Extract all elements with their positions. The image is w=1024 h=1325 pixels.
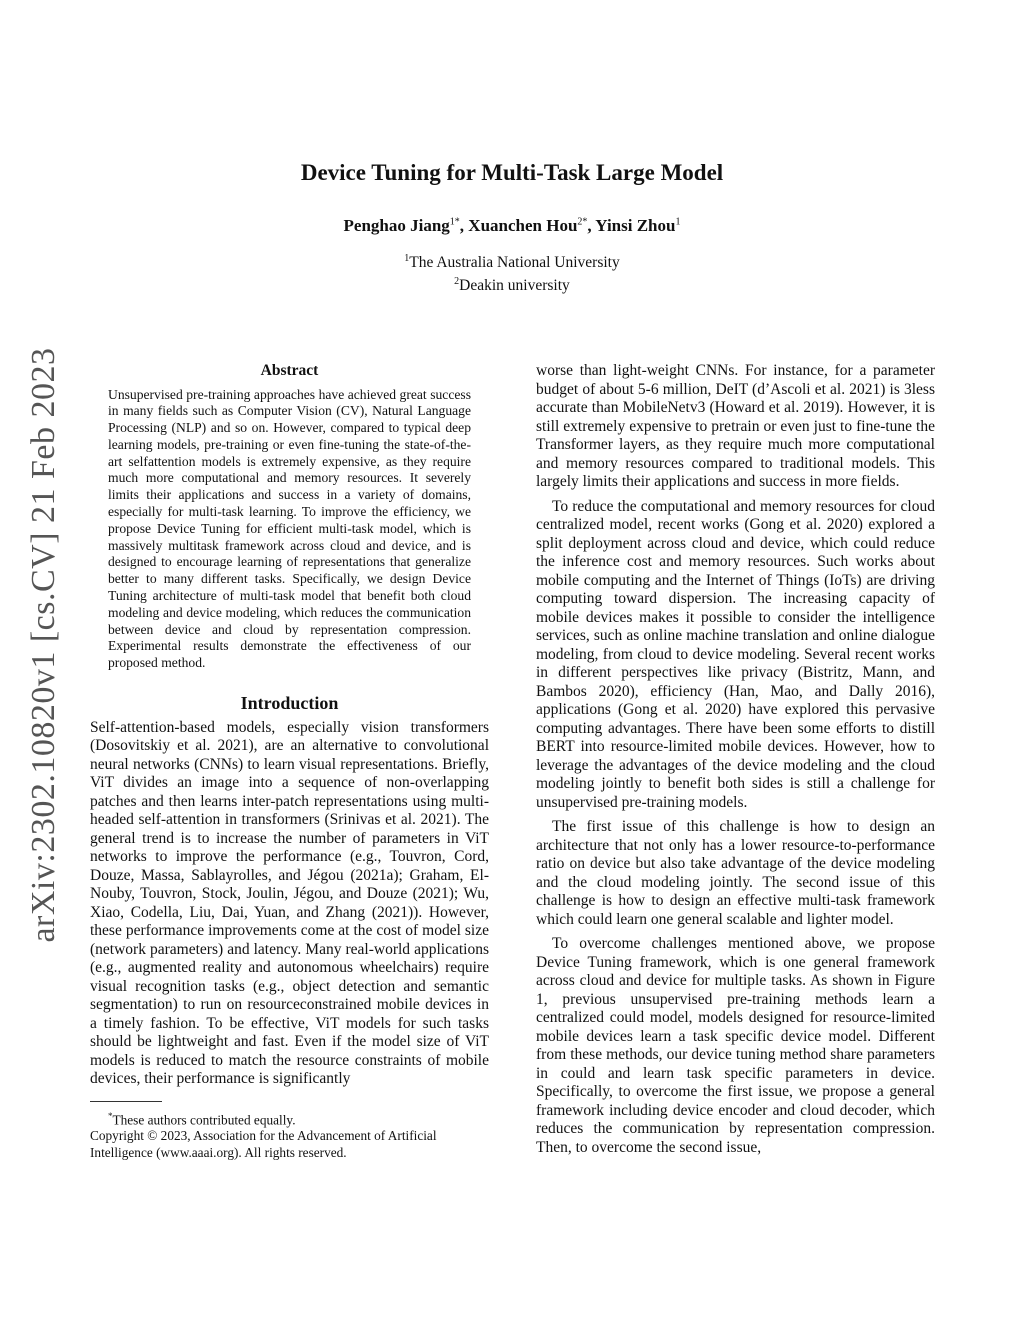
- body-paragraph: To reduce the computational and memory resources for cloud centralized model, recent works (Gong et al. 2020) explored a split deployment across cloud and device, which could reduce the inference cost and memory resources. Such works about mobile computing and the Internet of Things (IoTs) are driving computing toward dispersion. The increasing capacity of mobile devices makes it possible to consider the intelligence services, such as online machine translation and online dialogue modeling, from cloud to device modeling. Several recent works in different perspectives like privacy (Bistritz, Mann, and Bambos 2020), efficiency (Han, Mao, and Dally 2016), applications (Gong et al. 2020) have explored this pervasive computing advantages. There have been some efforts to distill BERT into resource-limited mobile devices. However, how to leverage the advantages of the device modeling and the cloud modeling jointly to benefit both sides is still a challenge for unsupervised pre-training models.: [536, 497, 935, 811]
- affiliation-mark: 2: [454, 276, 460, 288]
- affiliation: [0, 249, 1024, 272]
- body-paragraph-continued: worse than light-weight CNNs. For instance, for a parameter budget of about 5-6 million, DeIT (d’Ascoli et al. 2021) is 3less accurate than MobileNetv3 (Howard et al. 2019). However, it is still extremely expensive to pretrain or even just to fine-tune the Transformer layers, as they require much more computational and memory resources compared to traditional models. This largely limits their applications and success in more fields.: [536, 362, 935, 490]
- footnote-equal-contribution: [90, 1108, 489, 1129]
- footnote-text: These authors contributed equally.: [112, 1111, 296, 1127]
- left-column: [90, 362, 489, 1161]
- body-paragraph: Self-attention-based models, especially vision transformers (Dosovitskiy et al. 2021), are an alternative to convolutional neural networks (CNNs) to learn visual representations. Briefly, ViT divides an image into a sequence of non-overlapping patches and then learns inter-patch representations using multi-headed self-attention in transformers (Srinivas et al. 2021). The general trend is to increase the number of parameters in ViT networks to improve the performance (e.g., Touvron, Cord, Douze, Massa, Sablayrolles, and Jégou (2021a); Graham, El-Nouby, Touvron, Stock, Joulin, Jégou, and Douze (2021); Wu, Xiao, Codella, Liu, Dai, Yuan, and Zhang (2021)). However, these performance improvements come at the cost of model size (network parameters) and latency. Many real-world applications (e.g., augmented reality and autonomous wheelchairs) require visual recognition tasks (e.g., object detection and semantic segmentation) to run on resourceconstrained mobile devices in a timely fashion. To be effective, ViT models for such tasks should be lightweight and fast. Even if the model size of ViT models is reduced to match the resource constraints of mobile devices, their performance is significantly: [90, 718, 489, 1088]
- author-separator: ,: [459, 216, 469, 235]
- right-column: [536, 362, 935, 1157]
- author-list: [0, 216, 1024, 236]
- abstract-text: Unsupervised pre-training approaches have achieved great success in many fields such as Computer Vision (CV), Natural Language Processing (NLP) and so on. However, compared to typical deep learning models, pre-training or even fine-tuning the state-of-the-art selfattention models is extremely expensive, as they require much more computational and memory resources. It severely limits their applications and success in a variety of domains, especially for multi-task learning. To improve the efficiency, we propose Device Tuning for efficient multi-task model, which is massively multitask framework across cloud and device, and is designed to encourage learning of representations that generalize better to many different tasks. Specifically, we design Device Tuning architecture of multi-task model that benefit both cloud modeling and device modeling, which reduces the communication between device and cloud by representation compression. Experimental results demonstrate the effectiveness of our proposed method.: [108, 386, 471, 671]
- footnote-divider: [90, 1101, 162, 1102]
- author-affiliation-mark: 1: [675, 216, 681, 228]
- author-affiliation-mark: 1*: [449, 216, 460, 228]
- body-paragraph: To overcome challenges mentioned above, we propose Device Tuning framework, which is one general framework across cloud and device for multiple tasks. As shown in Figure 1, previous unsupervised pre-training methods learn a centralized could model, models designed for resource-limited mobile devices learn a task specific device model. Different from these methods, our device tuning method share parameters in could and learn task specific parameters in device. Specifically, to overcome the first issue, we propose a general framework including device encoder and cloud decoder, which reduces the communication by representation compression. Then, to overcome the second issue,: [536, 935, 935, 1156]
- body-paragraph: The first issue of this challenge is how to design an architecture that not only has a lower resource-to-performance ratio on device but also take advantage of the device modeling and the cloud modeling jointly. The second issue of this challenge is how to design an effective multi-task framework which could learn one general scalable and lighter model.: [536, 818, 935, 928]
- introduction-heading: Introduction: [240, 693, 339, 714]
- author-name: Yinsi Zhou: [595, 216, 676, 235]
- arxiv-identifier: arXiv:2302.10820v1 [cs.CV] 21 Feb 2023: [25, 347, 62, 943]
- affiliation: [0, 272, 1024, 295]
- affiliation-name: Deakin university: [459, 277, 570, 295]
- author-name: Penghao Jiang: [343, 216, 450, 235]
- affiliation-mark: 1: [404, 253, 410, 264]
- affiliation-name: The Australia National University: [409, 254, 620, 272]
- abstract-heading: Abstract: [260, 362, 319, 379]
- footnote-mark: *: [108, 1110, 113, 1121]
- affiliation-list: [0, 249, 1024, 295]
- author-affiliation-mark: 2*: [577, 216, 588, 228]
- paper-title: Device Tuning for Multi-Task Large Model: [300, 160, 724, 185]
- author-name: Xuanchen Hou: [468, 216, 578, 235]
- copyright-notice: Copyright © 2023, Association for the Advancement of Artificial Intelligence (www.aaai.org). All rights reserved.: [90, 1128, 437, 1160]
- author-separator: ,: [587, 216, 596, 235]
